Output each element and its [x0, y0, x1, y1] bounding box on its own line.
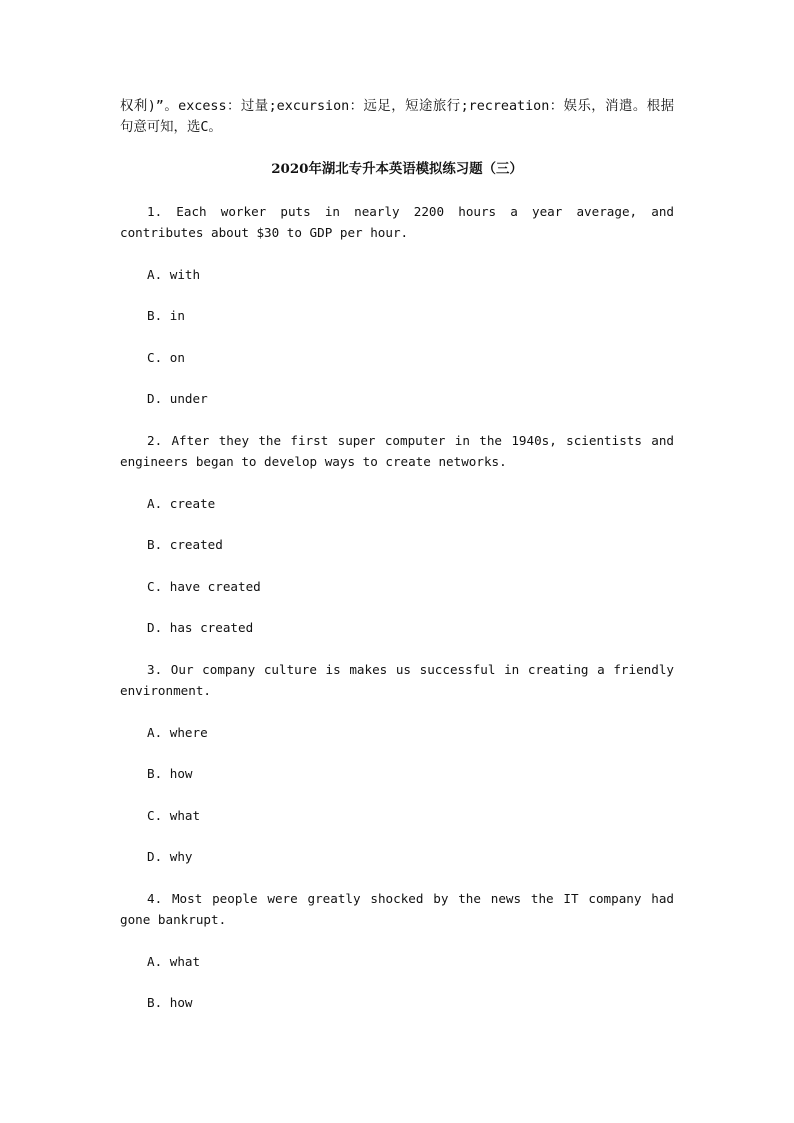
question-2: [120, 430, 674, 638]
option-c: C. have created: [147, 578, 261, 594]
option-d: D. under: [147, 391, 208, 406]
option-a: A. create: [147, 495, 216, 511]
option-a: A. with: [147, 266, 201, 282]
option-c: C. what: [147, 807, 201, 823]
question-3: [120, 659, 674, 867]
document-page: [120, 96, 674, 1013]
option-b: B. created: [147, 537, 223, 552]
option-b: B. in: [147, 308, 185, 323]
question-text: 4. Most people were greatly shocked by the news the IT company had gone bankrupt.: [120, 891, 674, 927]
question-text: 1. Each worker puts in nearly 2200 hours a year average, and contributes about $30 to GDP per hour.: [120, 204, 674, 240]
question-text: 2. After they the first super computer in the 1940s, scientists and engineers began to develop ways to create networks.: [120, 433, 674, 469]
option-c: C. on: [147, 349, 185, 365]
option-d: D. why: [147, 849, 193, 864]
option-a: A. where: [147, 724, 208, 740]
option-b: B. how: [147, 766, 193, 781]
page-title: 2020年湖北专升本英语模拟练习题（三）: [271, 161, 523, 177]
intro-paragraph: 权利)”。excess：过量;excursion：远足，短途旅行;recreation：娱乐，消遣。根据句意可知，选C。: [120, 99, 674, 135]
question-text: 3. Our company culture is makes us successful in creating a friendly environment.: [120, 662, 674, 698]
option-b: B. how: [147, 995, 193, 1010]
question-4: [120, 888, 674, 1013]
option-a: A. what: [147, 953, 201, 969]
option-d: D. has created: [147, 620, 254, 635]
question-1: [120, 201, 674, 409]
